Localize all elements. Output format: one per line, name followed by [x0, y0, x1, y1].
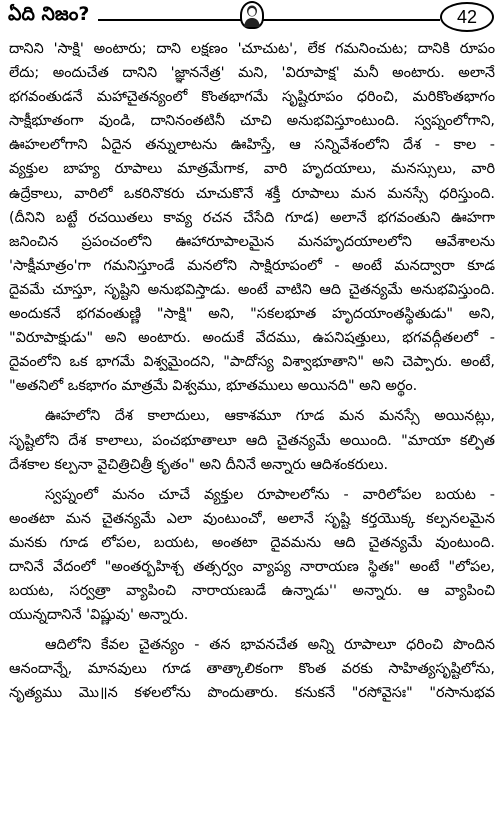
text-line: యున్నదానినే 'విష్ణువు' అన్నారు. [9, 607, 189, 624]
text-line: 'సాక్షీమాత్రం'గా గమనిస్తూండే మనలోని సాక్షిరూపంలో - అంటే మనద్వారా కూడ [9, 257, 495, 274]
text-line: దానిని 'సాక్షి' అంటారు; దాని లక్షణం 'చూచుట', లేక గమనించుట; దానికి రూపం [9, 41, 495, 57]
text-line: "అతనిలో ఒకభాగం మాత్రమే విశ్వము, భూతములు అయినది" అని అర్థం. [9, 378, 418, 395]
running-title: ఏది నిజం? [8, 3, 90, 25]
text-line: దేశకాల కల్పనా వైచిత్రిచిత్రీ కృతం" అని దీనినే అన్నారు ఆదిశంకరులు. [9, 456, 389, 473]
text-line: ఊహలోని దేశ కాలాదులు, ఆకాశమూ గూడ మన మనస్సే అయినట్లు, [45, 408, 495, 425]
text-line: బయట, సర్వత్రా వ్యాపించి నారాయణుడే ఉన్నాడు'' అన్నారు. ఆ వ్యాపించి [9, 583, 495, 600]
text-line: "విరూపాక్షుడు" అని అంటారు. అందుకే వేదము, ఉపనిషత్తులు, భగవద్గీతలలో - [9, 330, 495, 347]
text-line: అందుకనే భగవంతుణ్ణి "సాక్షి" అని, "సకలభూత హృదయాంతస్థితుడు" అని, [9, 306, 495, 323]
text-line: సృష్టిలోని దేశ కాలాలు, పంచభూతాలూ ఆది చైతన్యమే అయింది. "మాయా కల్పిత [9, 432, 495, 449]
text-line: లేదు; అందుచేత దానిని 'జ్ఞాననేత్ర' మని, 'విరూపాక్ష' మనీ అంటారు. అలానే [9, 65, 495, 82]
text-line: మనకు గూడ లోపల, బయట, అంతటా దైవమను ఆది చైతన్యమే వుంటుంది. [9, 534, 495, 551]
text-line: ఉద్రేకాలు, వారిలో ఒకరినొకరు చూచుకొనే శక్తీ రూపాలు మన మనస్సే ధరిస్తుంది. [9, 185, 495, 202]
text-line: దానినే వేదంలో "అంతర్బహిశ్చ తత్సర్వం వ్యాప్య నారాయణ స్థితః" అంటే "లోపల, [9, 558, 495, 575]
text-line: జనించిన ప్రపంచంలోని ఊహారూపాలమైన మనహృదయాలలోని ఆవేశాలను [9, 233, 495, 250]
text-line: దైవమే చూస్తూ, సృష్టిని అనుభవిస్తాడు. అంటే వాటిని ఆది చైతన్యమే అనుభవిస్తుంది. [9, 281, 495, 298]
text-line: దైవంలోని ఒక భాగమే విశ్వమైందని, "పాదోస్య విశ్వాభూతాని" అని చెప్పారు. అంటే, [9, 354, 495, 371]
text-line: భగవంతుడనే మహాచైతన్యంలో కొంతభాగమే సృష్టిరూపం ధరించి, మరికొంతభాగం [9, 89, 495, 106]
paragraph [9, 404, 495, 476]
text-line: సాక్షీభూతంగా వుండి, దానినంతటినీ చూచి అనుభవిస్తూంటుంది. స్వప్నంలోగాని, [9, 113, 495, 130]
page-header [0, 0, 502, 34]
body-text [9, 37, 495, 706]
paragraph [9, 483, 495, 628]
paragraph [9, 633, 495, 705]
text-line: ఆదిలోని కేవల చైతన్యం - తన భావనచేత అన్ని రూపాలూ ధరించి పొందిన [45, 637, 495, 654]
header-rule [98, 19, 440, 21]
page-number: 42 [440, 2, 494, 32]
text-line: ఊహలలోగాని ఏదైన తన్నులాటను ఊహిస్తే, ఆ సన్నివేశంలోని దేశ - కాల - [9, 137, 495, 154]
text-line: వ్యక్తుల బాహ్య రూపాలు మాత్రమేగాక, వారి హృదయాలు, మనస్సులు, వారి [9, 161, 495, 178]
text-line: నృత్యము మొ॥న కళలలోను పొందుతారు. కనుకనే "రసోవైసః" "రసానుభవ [9, 685, 495, 702]
text-line: అంతటా మన చైతన్యమే ఎలా వుంటుంచో, అలానే సృష్టి కర్తయొక్క కల్పనలమైన [9, 510, 495, 527]
paragraph [9, 37, 495, 398]
author-portrait-icon [240, 1, 264, 29]
text-line: (దీనిని బట్టే రచయితలు కావ్య రచన చేసేది గూడ) అలానే భగవంతుని ఊహగా [9, 209, 495, 226]
text-line: స్వప్నంలో మనం చూచే వ్యక్తుల రూపాలలోను - వారిలోపల బయట - [45, 486, 495, 503]
text-line: ఆనందాన్నే, మానవులు గూడ తాత్కాలికంగా కొంత వరకు సాహిత్యసృష్టిలోను, [9, 661, 495, 678]
